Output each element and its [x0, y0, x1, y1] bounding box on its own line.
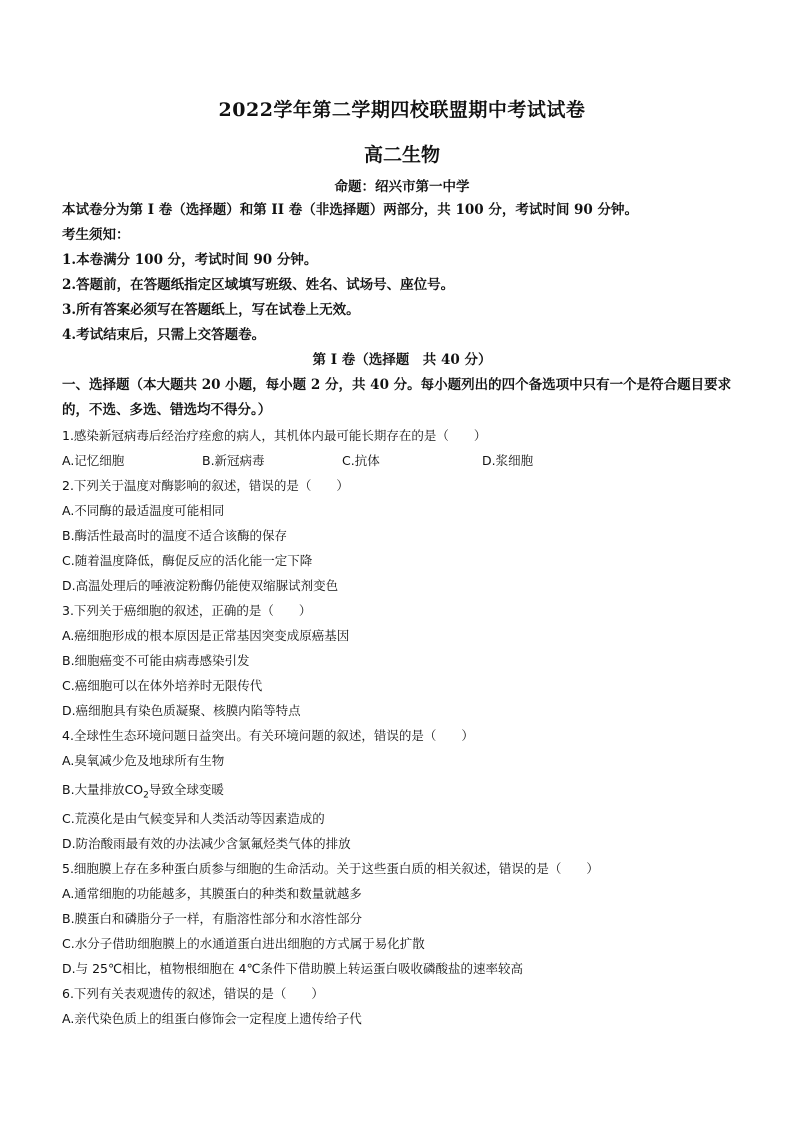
question-1-option-c: C.抗体 — [342, 453, 380, 468]
chemical-formula: CO — [124, 782, 144, 797]
chemical-subscript: 2 — [143, 790, 149, 801]
question-4-stem: 4.全球性生态环境问题日益突出。有关环境问题的叙述，错误的是（ ） — [62, 728, 474, 743]
question-6-stem: 6.下列有关表观遗传的叙述，错误的是（ ） — [62, 986, 324, 1001]
question-4-option-b-text-pre: B.大量排放 — [62, 782, 125, 797]
exam-title: 2022学年第二学期四校联盟期中考试试卷 — [218, 99, 586, 121]
question-3-stem: 3.下列关于癌细胞的叙述，正确的是（ ） — [62, 603, 312, 618]
question-2-option-c: C.随着温度降低，酶促反应的活化能一定下降 — [62, 553, 313, 568]
question-2-stem: 2.下列关于温度对酶影响的叙述，错误的是（ ） — [62, 478, 349, 493]
question-1-option-a: A.记忆细胞 — [62, 453, 125, 468]
question-1-option-d: D.浆细胞 — [482, 453, 534, 468]
question-6-option-a: A.亲代染色质上的组蛋白修饰会一定程度上遗传给子代 — [62, 1011, 362, 1026]
notice-item-4: 4.考试结束后，只需上交答题卷。 — [62, 327, 266, 343]
question-3-option-a: A.癌细胞形成的根本原因是正常基因突变成原癌基因 — [62, 628, 350, 643]
question-5-option-d: D.与 25℃相比，植物根细胞在 4℃条件下借助膜上转运蛋白吸收磷酸盐的速率较高 — [62, 961, 523, 976]
exam-description: 本试卷分为第 I 卷（选择题）和第 II 卷（非选择题）两部分，共 100 分，考试时间 90 分钟。 — [62, 202, 639, 218]
section-title: 第 I 卷（选择题 共 40 分） — [312, 352, 492, 368]
notice-item-1: 1.本卷满分 100 分，考试时间 90 分钟。 — [62, 252, 318, 268]
question-4-option-d: D.防治酸雨最有效的办法减少含氯氟烃类气体的排放 — [62, 836, 351, 851]
question-1-options — [62, 448, 742, 473]
exam-author: 命题：绍兴市第一中学 — [334, 179, 470, 195]
question-4-option-a: A.臭氧减少危及地球所有生物 — [62, 753, 225, 768]
exam-page — [62, 92, 742, 1031]
section-intro: 一、选择题（本大题共 20 小题，每小题 2 分，共 40 分。每小题列出的四个备选项中只有一个是符合题目要求的，不选、多选、错选均不得分。） — [62, 377, 732, 418]
notice-title: 考生须知： — [62, 227, 130, 243]
question-5-option-c: C.水分子借助细胞膜上的水通道蛋白进出细胞的方式属于易化扩散 — [62, 936, 425, 951]
exam-subject: 高二生物 — [363, 144, 440, 166]
notice-item-2: 2.答题前，在答题纸指定区域填写班级、姓名、试场号、座位号。 — [62, 277, 455, 293]
question-4-option-b-text-post: 导致全球变暖 — [148, 782, 224, 797]
question-3-option-b: B.细胞癌变不可能由病毒感染引发 — [62, 653, 250, 668]
question-5-option-b: B.膜蛋白和磷脂分子一样，有脂溶性部分和水溶性部分 — [62, 911, 363, 926]
question-1-stem: 1.感染新冠病毒后经治疗痊愈的病人，其机体内最可能长期存在的是（ ） — [62, 428, 487, 443]
question-4-option-c: C.荒漠化是由气候变异和人类活动等因素造成的 — [62, 811, 325, 826]
question-2-option-d: D.高温处理后的唾液淀粉酶仍能使双缩脲试剂变色 — [62, 578, 339, 593]
question-5-option-a: A.通常细胞的功能越多，其膜蛋白的种类和数量就越多 — [62, 886, 362, 901]
question-3-option-c: C.癌细胞可以在体外培养时无限传代 — [62, 678, 263, 693]
question-2-option-b: B.酶活性最高时的温度不适合该酶的保存 — [62, 528, 288, 543]
question-4-option-b — [62, 773, 742, 806]
question-3-option-d: D.癌细胞具有染色质凝聚、核膜内陷等特点 — [62, 703, 301, 718]
notice-item-3: 3.所有答案必须写在答题纸上，写在试卷上无效。 — [62, 302, 360, 318]
question-1-option-b: B.新冠病毒 — [202, 453, 265, 468]
question-5-stem: 5.细胞膜上存在多种蛋白质参与细胞的生命活动。关于这些蛋白质的相关叙述，错误的是（ ） — [62, 861, 599, 876]
question-2-option-a: A.不同酶的最适温度可能相同 — [62, 503, 225, 518]
